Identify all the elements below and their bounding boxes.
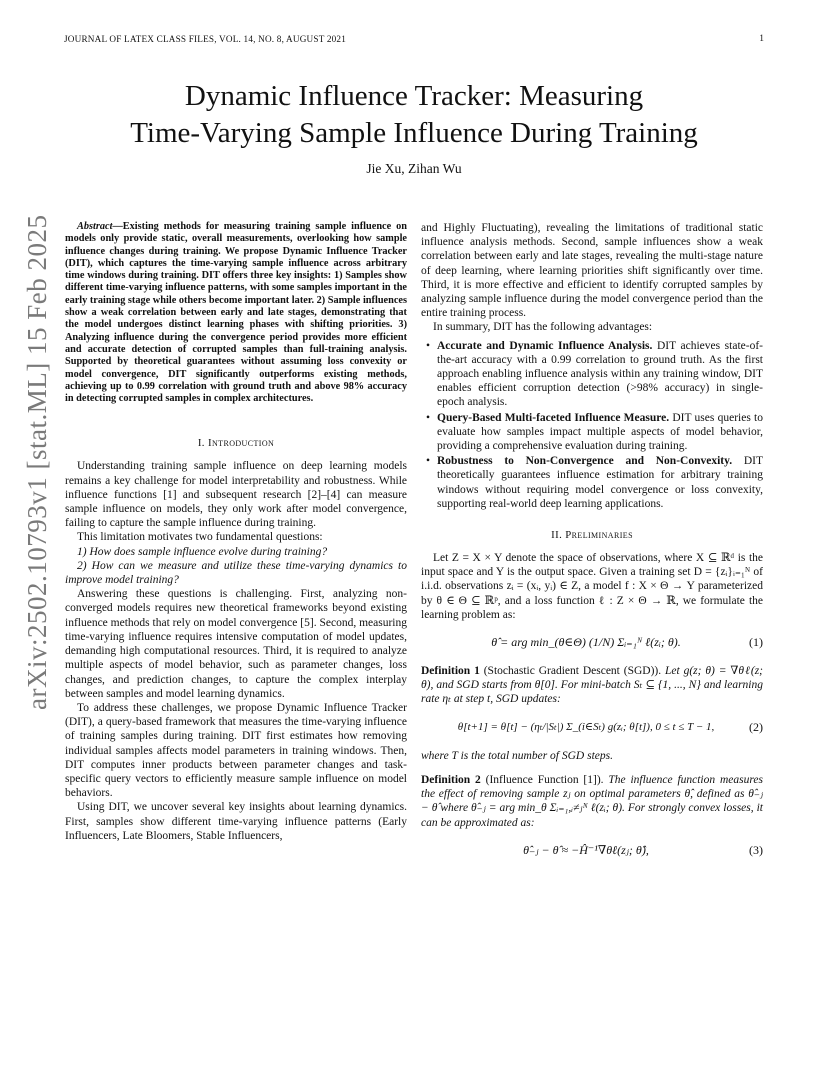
intro-paragraph-2: This limitation motivates two fundamental questions: [77,531,323,544]
intro-paragraph-1: Understanding training sample influence on deep learning models remains a key challenge for model interpretability and robustness. While influence functions [1] and subsequent research [2]–[4] can measure sample influence on models, they only work after model convergence, failing to capture the sample influence during training. [65,460,407,530]
equation-1-body: θ̂ = arg min_(θ∈Θ) (1/N) Σᵢ₌₁ᴺ ℓ(zᵢ; θ). [491,635,681,650]
intro-paragraph-3: Answering these questions is challenging. First, analyzing non-converged models requires new theoretical frameworks beyond existing influence methods that rely on model convergence [5]. Second, measuring time-varying influence requires intensive computation of model updates, demanding high computational resources. Third, it is required to analyze multiple aspects of model behavior, such as parameter changes, loss changes, and prediction changes, to capture the complex interplay between samples and model learning dynamics. [65,588,407,700]
running-header: JOURNAL OF LATEX CLASS FILES, VOL. 14, NO. 8, AUGUST 2021 [64,34,347,44]
question-1: 1) How does sample influence evolve during training? [77,545,328,558]
equation-3-number: (3) [749,842,763,857]
abstract [65,221,407,405]
list-item [437,454,763,511]
equation-1-number: (1) [749,635,763,650]
bullet-head: Query-Based Multi-faceted Influence Measure. [437,411,670,424]
definition-2-name: (Influence Function [1]). [480,773,609,786]
question-2: 2) How can we measure and utilize these time-varying dynamics to improve model training? [65,559,407,587]
after-equation-2 [421,749,763,763]
intro-paragraph-4: To address these challenges, we propose Dynamic Influence Tracker (DIT), a query-based framework that measures the time-varying influence of training samples during training. DIT first estimates how removing individual samples affects model parameters in training windows. Then, DIT computes inner products between parameter changes and task-specific query vectors to efficiently measure sample influence on model behaviors. [65,701,407,800]
list-item [437,339,763,410]
abstract-text: —Existing methods for measuring training sample influence on models only provide static, overall measurements, overlooking how sample influence changes during training. We propose Dynamic Influence Tracker (DIT), which captures the time-varying sample influence across arbitrary time windows during training. DIT offers three key insights: 1) Samples show different time-varying influence patterns, with some samples important in the early training stage while others become important later. 2) Sample influences show a weak correlation between early and late stages, demonstrating that the model undergoes distinct learning phases with shifting priorities. 3) Analyzing influence during the convergence period provides more efficient and accurate detection of corrupted samples than full-training analysis. Supported by theoretical guarantees without assuming loss convexity or model convergence, DIT significantly outperforms existing methods, achieving up to 0.99 correlation with ground truth and above 98% accuracy in detecting corrupted samples in complex architectures. [65,221,407,405]
intro-paragraph-5: Using DIT, we uncover several key insights about learning dynamics. First, samples show different time-varying influence patterns (Early Influencers, Late Bloomers, Stable Influencers, [65,801,407,842]
equation-3-body: θ̂₋ⱼ − θ̂ ≈ −Ĥ⁻¹∇θℓ(zⱼ; θ̂), [523,842,649,857]
definition-1 [421,664,763,707]
definition-2-label: Definition 2 [421,773,481,786]
right-column [421,221,763,872]
section-heading-introduction: I. Introduction [197,437,275,450]
intro-paragraph-6: In summary, DIT has the following advantages: [433,321,653,334]
equation-1 [421,628,763,658]
title-line-2: Time-Varying Sample Influence During Training [130,117,698,149]
title-line-1: Dynamic Influence Tracker: Measuring [184,80,644,112]
section-heading-preliminaries: II. Preliminaries [551,529,633,542]
equation-2-number: (2) [749,719,763,734]
intro-paragraph-5-continued: and Highly Fluctuating), revealing the limitations of traditional static influence analysis methods. Second, sample influences show a weak correlation between early and late stages, revealing the multi-stage nature of deep learning, where learning priorities shift significantly over time. Third, it is more effective and efficient to identify corrupted samples by analyzing sample influence during the model convergence period than the entire training process. [421,222,763,320]
bullet-text: DIT uses queries to evaluate how samples impact multiple aspects of model behavior, providing a comprehensive evaluation during training. [437,411,763,453]
list-item [437,411,763,454]
abstract-lead: Abstract [77,221,113,232]
paper-title [40,78,788,152]
equation-2-body: θ[t+1] = θ[t] − (ηₜ/|Sₜ|) Σ_(i∈Sₜ) g(zᵢ; θ[t]), 0 ≤ t ≤ T − 1, [457,720,715,733]
bullet-text: DIT theoretically guarantees influence estimation for arbitrary training windows without requiring model convergence or loss convexity, supporting real-world deep learning applications. [437,455,763,510]
equation-3 [421,836,763,866]
after-equation-2-text: where T is the total number of SGD steps. [421,749,613,762]
bullet-text: DIT achieves state-of-the-art accuracy with a 0.99 correlation to ground truth. As the first approach enabling influence analysis within any training window, DIT enables efficient corruption detection (>98% accuracy) in single-epoch analysis. [437,339,763,409]
bullet-head: Accurate and Dynamic Influence Analysis. [437,339,653,352]
equation-2 [421,713,763,743]
left-column [65,221,407,843]
definition-1-text: Let g(z; θ) = ∇θℓ(z; θ), and SGD starts from θ[0]. For mini-batch Sₜ ⊆ {1, ..., N} and learning rate ηₜ at step t, SGD updates: [421,665,763,706]
bullet-head: Robustness to Non-Convergence and Non-Convexity. [437,455,733,468]
authors: Jie Xu, Zihan Wu [366,161,462,176]
arxiv-watermark: arXiv:2502.10793v1 [stat.ML] 15 Feb 2025 [22,214,52,710]
definition-2-text: The influence function measures the effect of removing sample zⱼ on optimal parameters θ̂, defined as θ̂₋ⱼ − θ̂ where θ̂₋ⱼ = arg min_θ Σᵢ₌₁,ᵢ≠ⱼᴺ ℓ(zᵢ; θ). For strongly convex losses, it can be approximated as: [421,773,763,829]
prelim-paragraph-1: Let Z = X × Y denote the space of observations, where X ⊆ ℝᵈ is the input space and Y is the output space. Given a training set D = {zᵢ}ᵢ₌₁ᴺ of i.i.d. observations zᵢ = (xᵢ, yᵢ) ∈ Z, a model f : X × Θ → Y parameterized by θ ∈ Θ ⊆ ℝᵖ, and a loss function ℓ : Z × Θ → ℝ, we formulate the learning problem as: [421,552,763,621]
definition-1-label: Definition 1 [421,665,480,678]
page-number: 1 [759,34,764,44]
definition-1-name: (Stochastic Gradient Descent (SGD)). [479,665,666,678]
advantages-list [421,339,763,511]
definition-2 [421,773,763,830]
